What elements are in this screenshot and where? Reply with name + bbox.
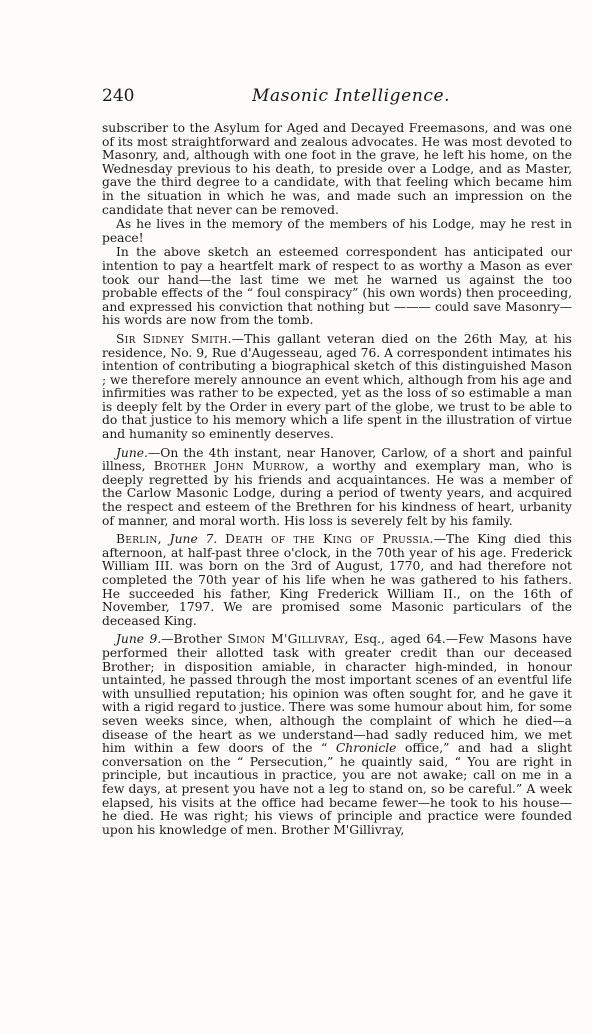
text-run: In the above sketch an esteemed correspondent has anticipated our intention to pay a heartfelt mark of respect to as worthy a Mason as ever took our hand—the last time we met he warned us against the too probable effects of the “ foul conspiracy” (his own words) then proceeding, and expressed his conviction that nothing but ——— could save Masonry—his words are now from the tomb. [102, 245, 572, 328]
text-run: subscriber to the Asylum for Aged and Decayed Freemasons, and was one of its most straightforward and zealous advocates. He was most devoted to Masonry, and, although with one foot in the grave, he left his home, on the Wednesday previous to his death, to preside over a Lodge, and as Master, gave the third degree to a candidate, with that feeling which became him in the situation in which he was, and made such an impression on the candidate that never can be removed. [102, 121, 572, 217]
text-run: —This gallant veteran died on the 26th May, at his residence, No. 9, Rue d'Augesseau, aged 76. A correspondent intimates his intention of contributing a biographical sketch of this distinguished Mason ; we therefore merely announce an event which, although from his age and infirmities was rather to be expected, yet as the loss of so estimable a man is deeply felt by the Order in every part of the globe, we trust to be able to do that justice to his memory which a life spent in the illustration of virtue and humanity so eminently deserves. [102, 331, 573, 442]
text-run [162, 532, 170, 546]
paragraph-john-murrow [102, 447, 572, 529]
text-run: , Esq., aged 64.—Few Masons have performed their allotted task with greater credit than our deceased Brother; in disposition amiable, in character high-minded, in honour untainted, he passed through the most important scenes of an eventful life with unsullied reputation; his opinion was often sought for, and he gave it with a rigid regard to justice. There was some humour about him, for some seven weeks since, when, although the complaint of which he died—a disease of the heart as we understand—had sadly reduced him, we met him within a few doors of the “ [102, 632, 573, 756]
text-run: —The King died this afternoon, at half-past three o'clock, in the 70th year of his age. Frederick William III. was born on the 3rd of August, 1770, and had therefore not completed the 70th year of his life when he was gathered to his fathers. He succeeded his father, King Frederick William II., on the 16th of November, 1797. We are promised some Masonic particulars of the deceased King. [102, 532, 572, 628]
page-header [102, 86, 572, 108]
text-run: Simon M'Gillivray [227, 632, 345, 647]
paragraph-correspondent-sketch [102, 246, 572, 328]
text-run: June 7. [169, 532, 218, 547]
text-run: As he lives in the memory of the members of his Lodge, may he rest in peace! [102, 217, 572, 245]
page-number: 240 [102, 86, 135, 106]
text-run: office,” and had a slight conversation on the “ Persecution,” he quaintly said, “ You are right in principle, but incautious in practice, you are not awake; call on me in a few days, at present you have not a leg to stand on, so be careful.” A week elapsed, his visits at the office had became fewer—he took to his house—he died. He was right; his views of principle and practice were founded upon his knowledge of men. Brother M'Gillivray, [102, 741, 572, 837]
text-run: Death of the King of Prussia. [225, 532, 434, 547]
paragraph-king-of-prussia [102, 533, 572, 628]
text-run: June 9. [116, 632, 162, 647]
paragraph-sir-sidney-smith [102, 333, 572, 442]
text-run: Berlin, [116, 532, 162, 547]
running-title: Masonic Intelligence. [252, 86, 451, 106]
paragraph-simon-mgillivray [102, 633, 572, 837]
text-run: Sir Sidney Smith. [116, 331, 232, 346]
page [102, 86, 572, 842]
text-run: Chronicle [335, 741, 397, 756]
text-run: June. [116, 445, 148, 460]
text-run [217, 532, 225, 546]
text-run: —On the 4th instant, near Hanover, Carlow, of a short and painful illness, [102, 445, 572, 474]
paragraph-asylum [102, 122, 572, 217]
text-run: , a worthy and exemplary man, who is deeply regretted by his friends and acquaintances. He was a member of the Carlow Masonic Lodge, during a period of twenty years, and acquired the respect and esteem of the Brethren for his kindness of heart, urbanity of manner, and moral worth. His loss is severely felt by his family. [102, 459, 572, 528]
text-run: Brother John Murrow [153, 459, 305, 474]
paragraph-rest-in-peace [102, 218, 572, 245]
text-run: —Brother [161, 632, 228, 647]
article-body [102, 122, 572, 837]
